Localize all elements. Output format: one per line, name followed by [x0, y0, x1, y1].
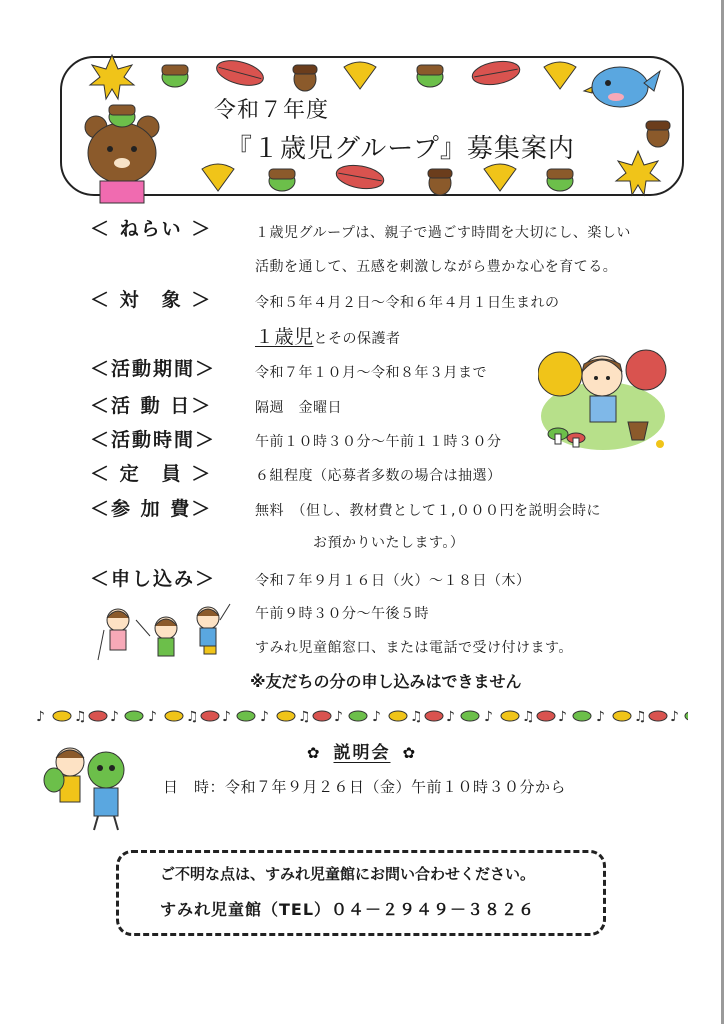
header-decorations: [60, 45, 690, 205]
days-value: 隔週 金曜日: [255, 400, 342, 416]
flower-icon: ✿: [306, 744, 322, 762]
acorn-icon: [417, 65, 443, 87]
kids-with-masks-illustration: [40, 740, 140, 832]
acorn-icon: [269, 169, 295, 191]
ginkgo-leaf-icon: [544, 62, 576, 89]
notice-text: ※友だちの分の申し込みはできません: [250, 672, 522, 691]
time-value: 午前１０時３０分～午前１１時３０分: [255, 434, 502, 450]
application-line-3: すみれ児童館窓口、または電話で受け付けます。: [255, 640, 573, 656]
briefing-title: 説明会: [333, 743, 391, 763]
application-line-1: 令和７年９月１６日（火）～１８日（木）: [255, 573, 531, 589]
target-suffix: とその保護者: [313, 331, 401, 347]
acorn-icon: [428, 169, 452, 195]
acorn-icon: [547, 169, 573, 191]
svg-text:♫: ♫: [74, 709, 87, 725]
label-fee: ＜参 加 費＞: [90, 498, 213, 520]
maple-leaf-icon: [616, 151, 660, 195]
svg-text:♪: ♪: [110, 709, 119, 725]
target-line-1: 令和５年４月２日～令和６年４月１日生まれの: [255, 295, 560, 311]
ginkgo-leaf-icon: [202, 164, 234, 191]
svg-text:♪: ♪: [36, 709, 45, 725]
page-title-year: 令和７年度: [214, 98, 330, 123]
leaf-red-icon: [470, 58, 521, 88]
ginkgo-leaf-icon: [484, 164, 516, 191]
leaf-red-icon: [334, 162, 385, 192]
contact-inquiry-text: ご不明な点は、すみれ児童館にお問い合わせください。: [160, 865, 536, 883]
children-playing-illustration: [96, 600, 236, 666]
page-title: 『１歳児グループ』募集案内: [226, 134, 575, 164]
acorn-icon: [162, 65, 188, 87]
label-time: ＜活動時間＞: [90, 429, 217, 451]
label-aim: ＜ ねらい ＞: [90, 218, 213, 240]
bird-icon: [584, 67, 660, 107]
leaf-red-icon: [214, 56, 266, 90]
maple-leaf-icon: [90, 55, 134, 99]
label-capacity: ＜ 定 員 ＞: [90, 463, 213, 485]
acorn-icon: [646, 121, 670, 147]
acorn-icon: [293, 65, 317, 91]
label-period: ＜活動期間＞: [90, 358, 217, 380]
fee-line-1: 無料 （但し、教材費として１,０００円を説明会時に: [255, 503, 601, 519]
bear-icon: [85, 105, 159, 203]
period-value: 令和７年１０月～令和８年３月まで: [255, 365, 487, 381]
child-autumn-illustration: [538, 344, 668, 456]
ginkgo-leaf-icon: [344, 62, 376, 89]
label-target: ＜ 対 象 ＞: [90, 289, 213, 311]
aim-line-2: 活動を通して、五感を刺激しながら豊かな心を育てる。: [255, 259, 618, 275]
target-emphasis: １歳児: [255, 326, 314, 348]
fee-line-2: お預かりいたします。）: [313, 535, 465, 551]
target-line-2: [255, 322, 401, 349]
capacity-value: ６組程度（応募者多数の場合は抽選）: [255, 468, 502, 484]
aim-line-1: １歳児グループは、親子で過ごす時間を大切にし、楽しい: [255, 225, 631, 241]
application-line-2: 午前９時３０分～午後５時: [255, 606, 429, 622]
briefing-schedule: 日 時：令和７年９月２６日（金）午前１０時３０分から: [163, 778, 567, 796]
contact-phone: すみれ児童館（TEL）０４－２９４９－３８２６: [160, 900, 536, 919]
label-days: ＜活 動 日＞: [90, 395, 213, 417]
label-application: ＜申し込み＞: [90, 568, 217, 590]
flower-icon: ✿: [402, 744, 418, 762]
decorative-border-strip: [36, 704, 688, 728]
